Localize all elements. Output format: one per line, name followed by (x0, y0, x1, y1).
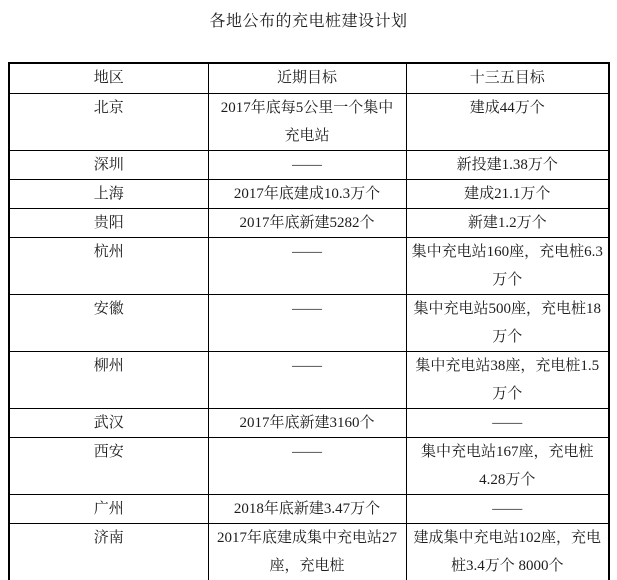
table-row-xian (9, 437, 609, 494)
five-year-cell: 新建1.2万个 (406, 208, 609, 237)
region-cell: 北京 (9, 93, 208, 150)
table-row-guangzhou (9, 494, 609, 523)
near-term-cell: 2017年底每5公里一个集中充电站 (208, 93, 406, 150)
table-row-guiyang (9, 208, 609, 237)
near-term-cell: —— (208, 351, 406, 408)
region-cell: 安徽 (9, 294, 208, 351)
near-term-cell: —— (208, 237, 406, 294)
five-year-cell: 新投建1.38万个 (406, 150, 609, 179)
region-cell: 武汉 (9, 408, 208, 437)
region-cell: 上海 (9, 179, 208, 208)
region-cell: 广州 (9, 494, 208, 523)
five-year-cell: 集中充电站500座，充电桩18万个 (406, 294, 609, 351)
table-row-shanghai (9, 179, 609, 208)
near-term-cell: 2017年底建成集中充电站27座，充电桩 (208, 523, 406, 580)
header-near-term-goal: 近期目标 (208, 63, 406, 93)
five-year-cell: 建成44万个 (406, 93, 609, 150)
table-row-liuzhou (9, 351, 609, 408)
five-year-cell: —— (406, 408, 609, 437)
table-header (9, 63, 609, 93)
region-cell: 深圳 (9, 150, 208, 179)
page-title: 各地公布的充电桩建设计划 (209, 13, 408, 30)
five-year-cell: —— (406, 494, 609, 523)
near-term-cell: —— (208, 294, 406, 351)
table-row-shenzhen (9, 150, 609, 179)
region-cell: 济南 (9, 523, 208, 580)
table-row-wuhan (9, 408, 609, 437)
five-year-cell: 建成集中充电站102座，充电桩3.4万个 8000个 (406, 523, 609, 580)
near-term-cell: —— (208, 437, 406, 494)
table-body (9, 93, 609, 580)
five-year-cell: 集中充电站38座，充电桩1.5万个 (406, 351, 609, 408)
table-row-anhui (9, 294, 609, 351)
five-year-cell: 集中充电站167座，充电桩4.28万个 (406, 437, 609, 494)
near-term-cell: —— (208, 150, 406, 179)
table-row-beijing (9, 93, 609, 150)
header-row (9, 63, 609, 93)
near-term-cell: 2017年底新建3160个 (208, 408, 406, 437)
table-row-jinan (9, 523, 609, 580)
near-term-cell: 2017年底建成10.3万个 (208, 179, 406, 208)
five-year-cell: 集中充电站160座，充电桩6.3万个 (406, 237, 609, 294)
region-cell: 柳州 (9, 351, 208, 408)
region-cell: 杭州 (9, 237, 208, 294)
charging-plan-table (8, 62, 610, 580)
header-region: 地区 (9, 63, 208, 93)
near-term-cell: 2018年底新建3.47万个 (208, 494, 406, 523)
five-year-cell: 建成21.1万个 (406, 179, 609, 208)
region-cell: 贵阳 (9, 208, 208, 237)
header-five-year-goal: 十三五目标 (406, 63, 609, 93)
region-cell: 西安 (9, 437, 208, 494)
table-row-hangzhou (9, 237, 609, 294)
near-term-cell: 2017年底新建5282个 (208, 208, 406, 237)
